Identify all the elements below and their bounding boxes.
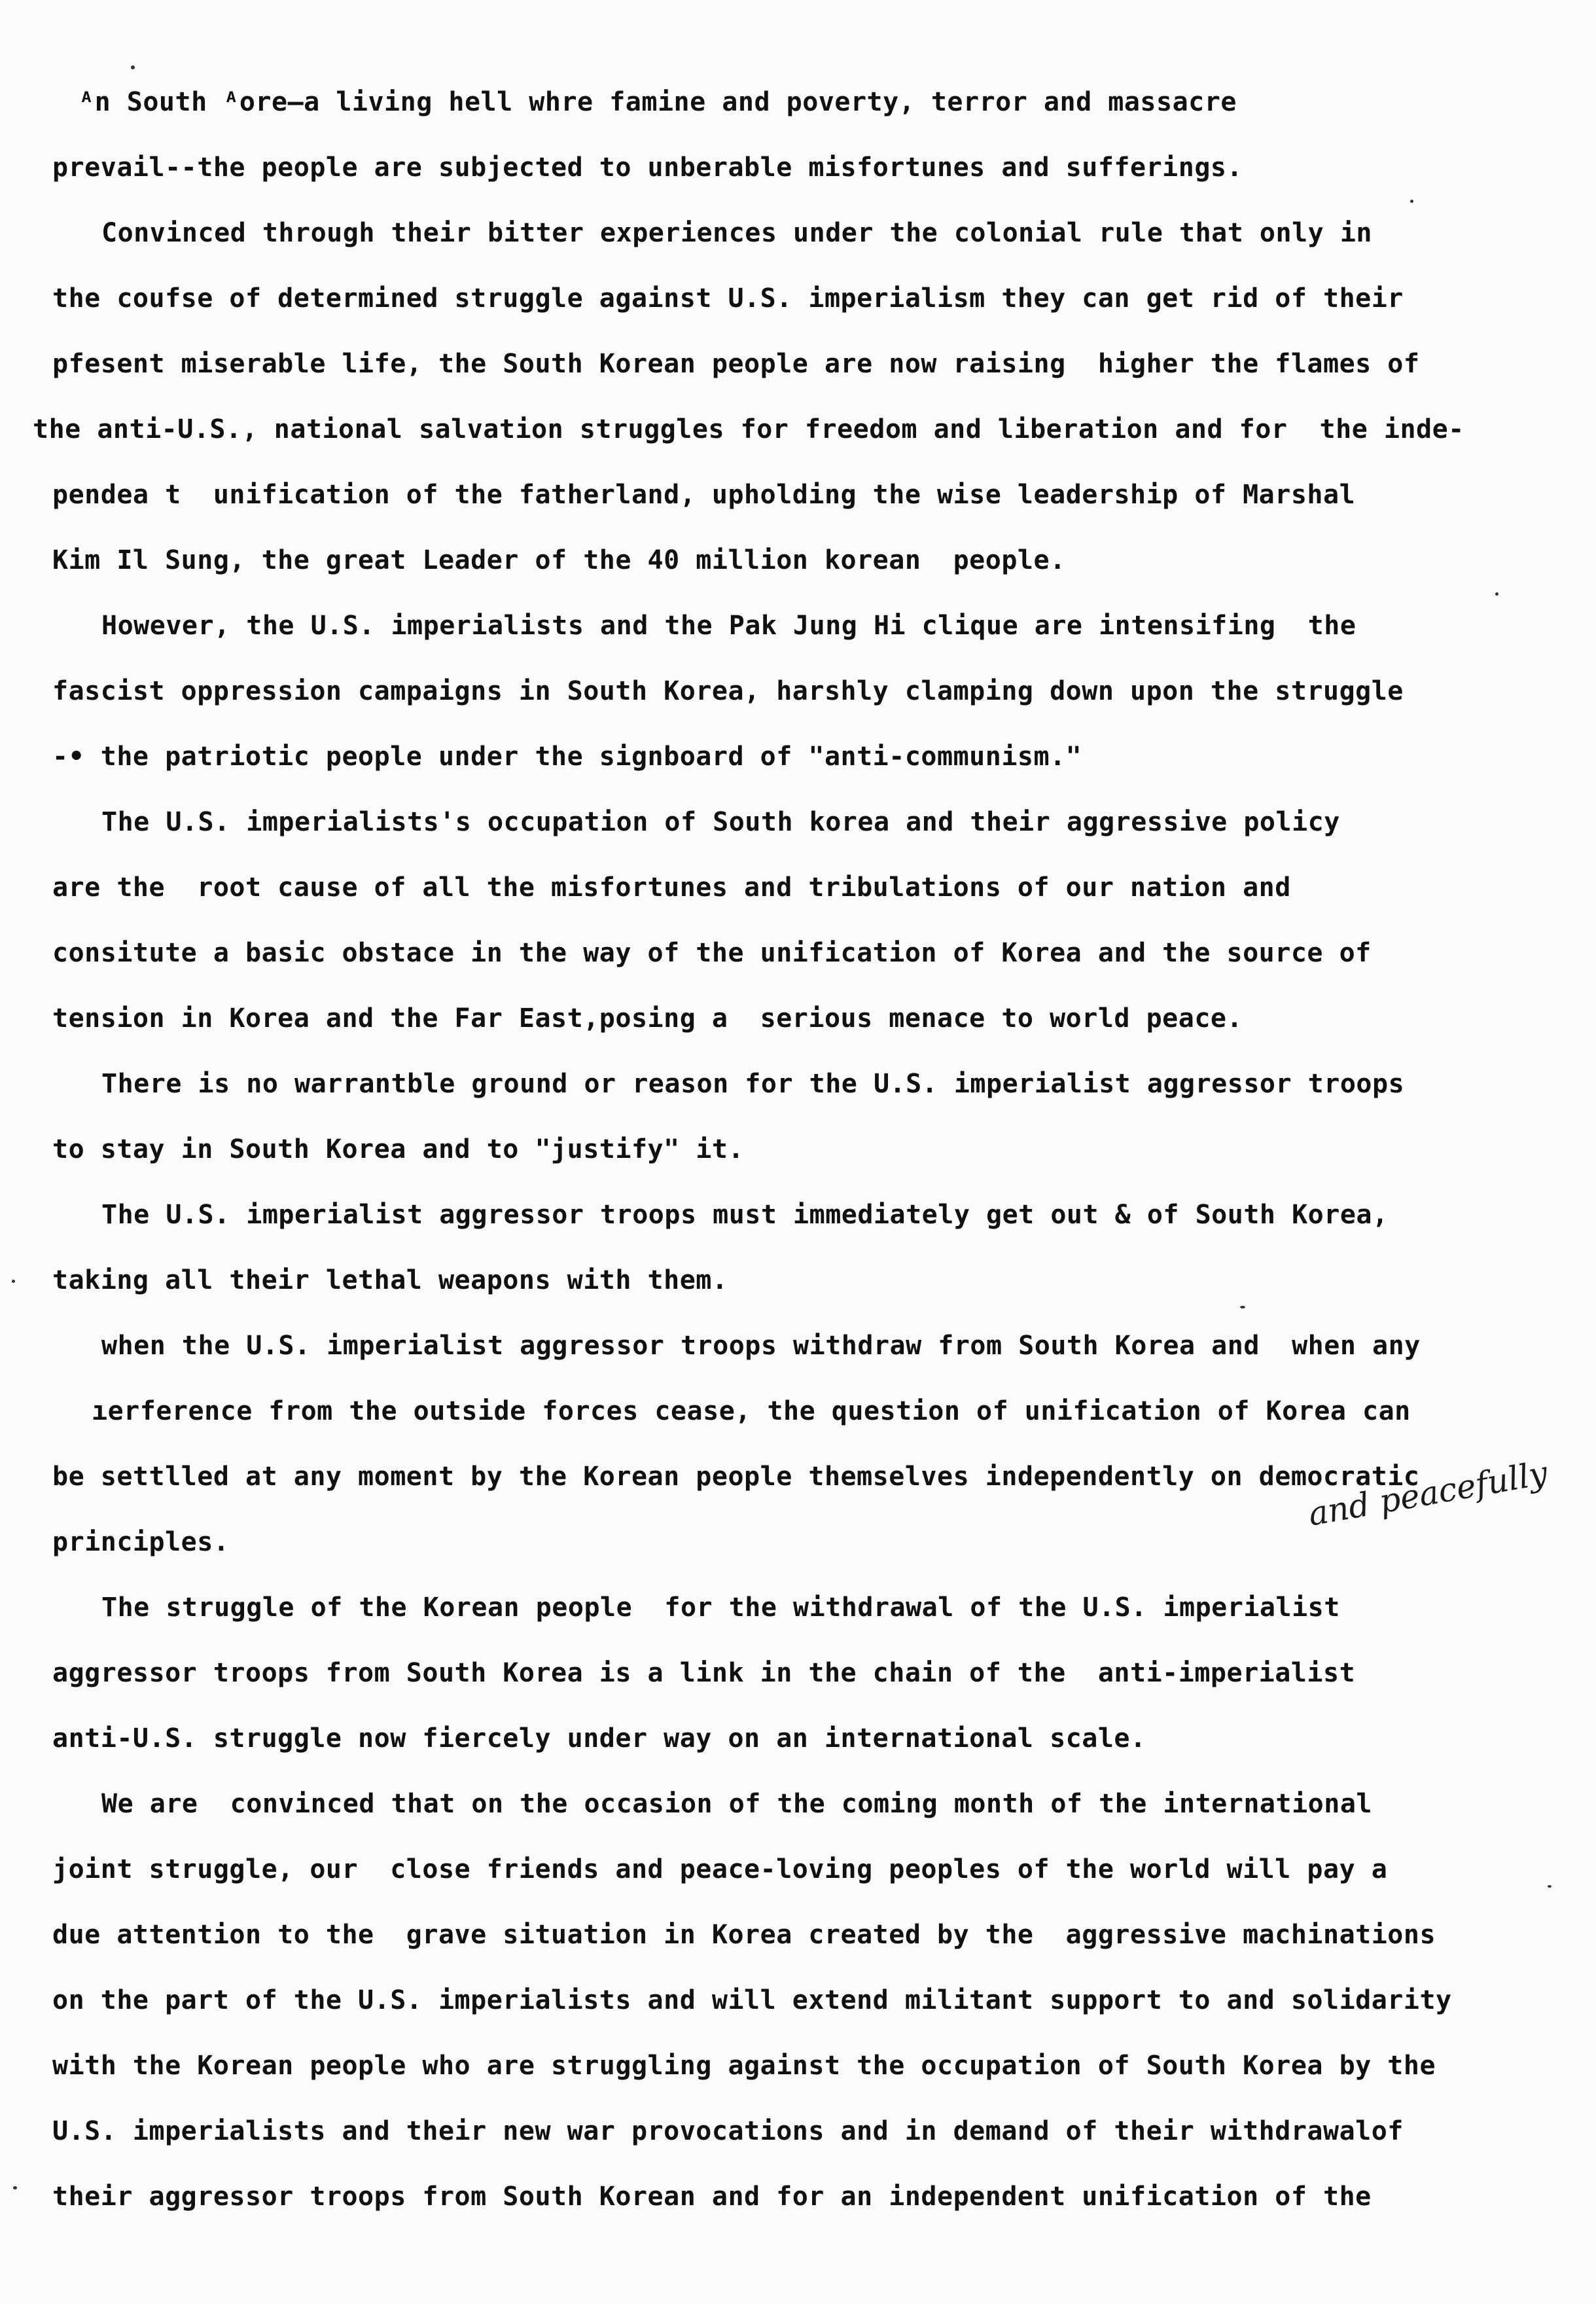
document-line: principles.: [52, 1527, 230, 1557]
document-line: However, the U.S. imperialists and the Pak Jung Hi clique are intensifing the: [101, 611, 1357, 641]
document-line: Convinced through their bitter experiences under the colonial rule that only in: [101, 218, 1372, 248]
page-speck: [13, 2186, 17, 2189]
page-speck: [131, 65, 135, 69]
page-speck: [1495, 592, 1498, 596]
document-line: taking all their lethal weapons with them.: [52, 1265, 728, 1295]
document-line: the anti-U.S., national salvation struggles for freedom and liberation and for the inde-: [33, 414, 1464, 444]
document-line: anti-U.S. struggle now fiercely under way on an international scale.: [52, 1723, 1146, 1754]
document-line: are the root cause of all the misfortunes and tribulations of our nation and: [52, 873, 1291, 903]
document-line: fascist oppression campaigns in South Korea, harshly clamping down upon the struggle: [52, 676, 1404, 706]
document-line: pendea t unification of the fatherland, upholding the wise leadership of Marshal: [52, 480, 1356, 510]
handwritten-annotation: and peacefully: [1305, 1454, 1551, 1534]
page-speck: [12, 1280, 15, 1283]
document-line: The struggle of the Korean people for the withdrawal of the U.S. imperialist: [101, 1593, 1340, 1623]
document-line: when the U.S. imperialist aggressor troops withdraw from South Korea and when any: [101, 1331, 1421, 1361]
document-line: to stay in South Korea and to "justify" it.: [52, 1134, 745, 1164]
page-speck: [1410, 200, 1413, 203]
document-line: due attention to the grave situation in Korea created by the aggressive machinations: [52, 1920, 1436, 1950]
page-speck: [1240, 1306, 1245, 1308]
document-line: with the Korean people who are struggling against the occupation of South Korea by the: [52, 2051, 1436, 2081]
document-line: -• the patriotic people under the signboard of "anti-communism.": [52, 742, 1082, 772]
document-line: U.S. imperialists and their new war provocations and in demand of their withdrawalof: [52, 2116, 1404, 2146]
document-line: The U.S. imperialist aggressor troops must immediately get out & of South Korea,: [101, 1200, 1389, 1230]
page-speck: [1548, 1885, 1552, 1888]
document-line: prevail--the people are subjected to unberable misfortunes and sufferings.: [52, 153, 1243, 183]
document-line: on the part of the U.S. imperialists and will extend militant support to and solidarity: [52, 1985, 1452, 2015]
document-line: their aggressor troops from South Korean and for an independent unification of the: [52, 2182, 1372, 2212]
document-line: There is no warrantble ground or reason for the U.S. imperialist aggressor troops: [101, 1069, 1405, 1099]
document-line: ᴬn South ᴬore—a living hell whre famine and poverty, terror and massacre: [79, 87, 1237, 117]
document-line: We are convinced that on the occasion of the coming month of the international: [101, 1789, 1372, 1819]
document-line: The U.S. imperialists's occupation of South korea and their aggressive policy: [101, 807, 1340, 837]
document-line: consitute a basic obstace in the way of the unification of Korea and the source of: [52, 938, 1372, 968]
document-line: joint struggle, our close friends and peace-loving peoples of the world will pay a: [52, 1854, 1388, 1884]
document-line: ıerference from the outside forces cease, the question of unification of Korea can: [92, 1396, 1411, 1426]
document-line: aggressor troops from South Korea is a link in the chain of the anti-imperialist: [52, 1658, 1356, 1688]
document-line: tension in Korea and the Far East,posing a serious menace to world peace.: [52, 1003, 1243, 1034]
document-line: the coufse of determined struggle against U.S. imperialism they can get rid of their: [52, 283, 1404, 314]
document-line: pfesent miserable life, the South Korean people are now raising higher the flames of: [52, 349, 1420, 379]
document-line: be settlled at any moment by the Korean people themselves independently on democratic: [52, 1462, 1420, 1492]
document-line: Kim Il Sung, the great Leader of the 40 million korean people.: [52, 545, 1066, 575]
